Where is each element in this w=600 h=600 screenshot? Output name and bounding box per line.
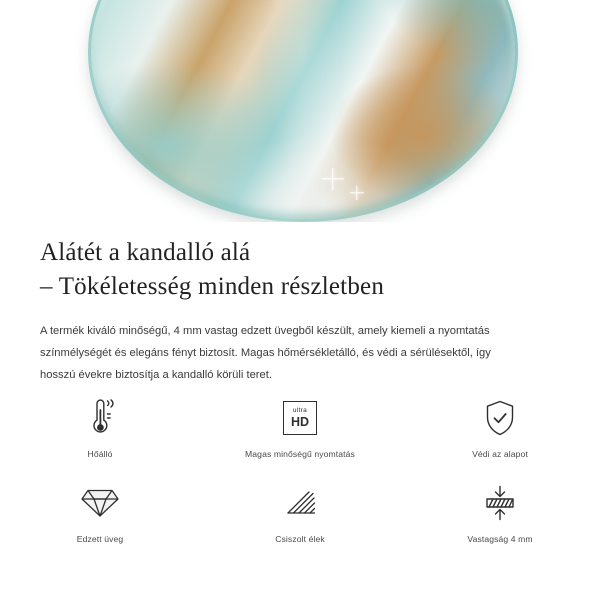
ultra-hd-icon [283,396,317,440]
feature-label: Magas minőségű nyomtatás [245,449,355,459]
feature-item-print-quality [200,396,400,459]
thermometer-icon [85,396,115,440]
glass-disc-image [88,0,518,222]
feature-item-heat-resistant [0,396,200,459]
feature-label: Csiszolt élek [275,534,325,544]
feature-item-surface-protection [400,396,600,459]
page-title-line-2: – Tökéletesség minden részletben [40,272,385,300]
feature-item-tempered-glass [0,481,200,544]
ultra-hd-bottom-text: HD [290,414,310,429]
feature-item-polished-edges [200,481,400,544]
text-content [0,222,600,387]
shield-check-icon [483,396,517,440]
polished-edges-icon [282,481,318,525]
feature-label: Védi az alapot [472,449,528,459]
hero-image [0,0,600,222]
ultra-hd-top-text: ultra [292,407,308,414]
thickness-icon [480,481,520,525]
page-title-line-1: Alátét a kandalló alá [40,239,251,266]
page-title [0,222,600,303]
feature-label: Vastagság 4 mm [467,534,533,544]
diamond-icon [80,481,120,525]
product-description-text: A termék kiváló minőségű, 4 mm vastag edzett üvegből készült, amely kiemeli a nyomtatás színmélységét és elegáns fényt biztosít. Magas hőmérsékletálló, és védi a sérülésektől, így hosszú évekre biztosítja a kandalló körüli teret. [40,325,491,381]
feature-label: Hőálló [87,449,113,459]
feature-item-thickness [400,481,600,544]
feature-label: Edzett üveg [76,534,124,544]
feature-grid [0,396,600,544]
